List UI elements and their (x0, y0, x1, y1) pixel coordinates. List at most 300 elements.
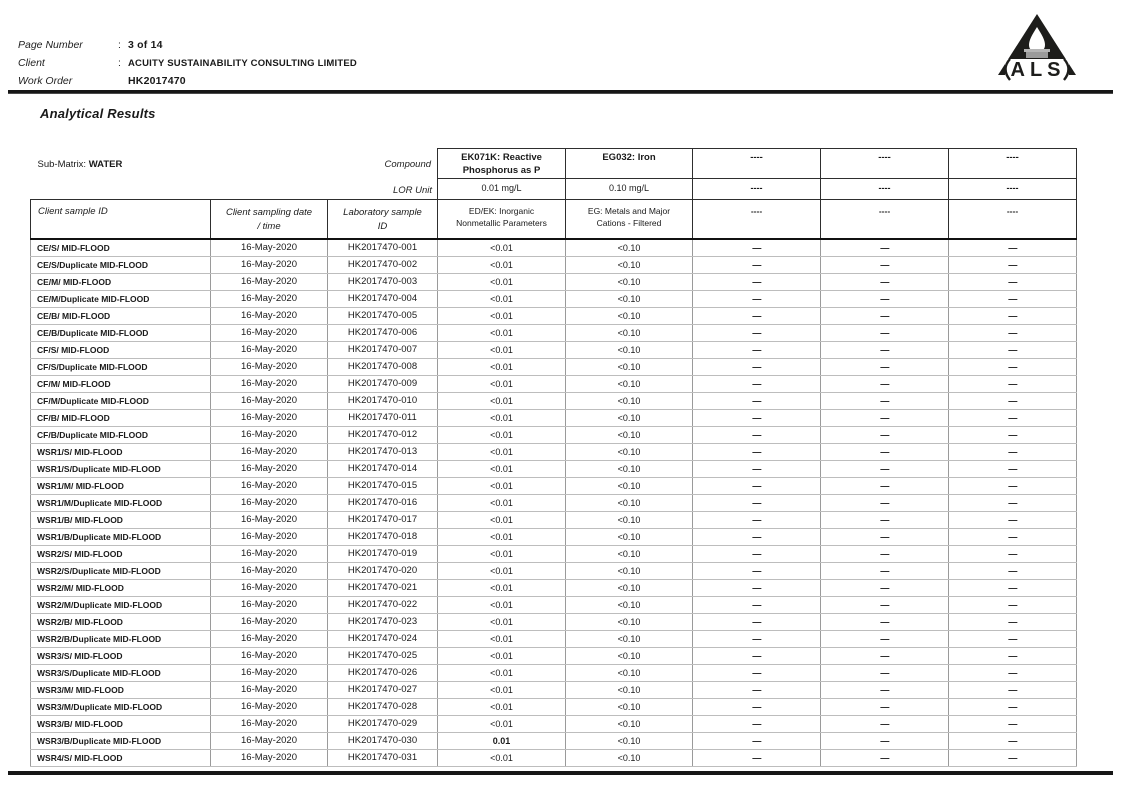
laboratory-sample-id: HK2017470-008 (328, 359, 438, 376)
laboratory-sample-id: HK2017470-027 (328, 682, 438, 699)
iron-value: <0.10 (566, 342, 693, 359)
lab-sample-id-header (328, 199, 438, 239)
header-divider-rule (8, 90, 1113, 94)
table-row (31, 495, 1077, 512)
client-sample-id: CE/S/Duplicate MID-FLOOD (31, 257, 211, 274)
laboratory-sample-id: HK2017470-017 (328, 512, 438, 529)
table-row (31, 665, 1077, 682)
client-sample-id: CF/S/Duplicate MID-FLOOD (31, 359, 211, 376)
client-sample-id: CE/M/Duplicate MID-FLOOD (31, 291, 211, 308)
empty-result-dash: — (693, 239, 821, 257)
sampling-date: 16-May-2020 (211, 478, 328, 495)
page-footer-rule (8, 771, 1113, 775)
empty-result-dash: — (949, 682, 1077, 699)
reactive-phosphorus-value: <0.01 (438, 239, 566, 257)
client-sample-id: WSR3/S/ MID-FLOOD (31, 648, 211, 665)
empty-result-dash: — (821, 444, 949, 461)
table-row (31, 478, 1077, 495)
empty-result-dash: — (821, 393, 949, 410)
sampling-date: 16-May-2020 (211, 325, 328, 342)
empty-result-dash: — (821, 461, 949, 478)
laboratory-sample-id: HK2017470-010 (328, 393, 438, 410)
iron-value: <0.10 (566, 631, 693, 648)
sampling-date: 16-May-2020 (211, 291, 328, 308)
reactive-phosphorus-value: <0.01 (438, 495, 566, 512)
empty-result-dash: — (693, 325, 821, 342)
reactive-phosphorus-value: <0.01 (438, 512, 566, 529)
reactive-phosphorus-value: <0.01 (438, 580, 566, 597)
sampling-date: 16-May-2020 (211, 359, 328, 376)
table-row (31, 750, 1077, 767)
empty-result-dash: — (821, 750, 949, 767)
laboratory-sample-id: HK2017470-030 (328, 733, 438, 750)
laboratory-sample-id: HK2017470-016 (328, 495, 438, 512)
empty-result-dash: — (693, 699, 821, 716)
page-number-value: 3 of 14 (128, 39, 163, 51)
sampling-date: 16-May-2020 (211, 580, 328, 597)
iron-value: <0.10 (566, 444, 693, 461)
sampling-date: 16-May-2020 (211, 529, 328, 546)
iron-value: <0.10 (566, 359, 693, 376)
empty-result-dash: — (821, 529, 949, 546)
laboratory-sample-id: HK2017470-031 (328, 750, 438, 767)
reactive-phosphorus-value: <0.01 (438, 716, 566, 733)
iron-value: <0.10 (566, 563, 693, 580)
reactive-phosphorus-value: <0.01 (438, 342, 566, 359)
table-row (31, 410, 1077, 427)
lor-unit-cell-empty: ---- (949, 179, 1077, 200)
sub-matrix-label: Sub-Matrix: (37, 159, 87, 170)
table-row (31, 529, 1077, 546)
client-sample-id: WSR4/S/ MID-FLOOD (31, 750, 211, 767)
empty-result-dash: — (821, 733, 949, 750)
empty-result-dash: — (693, 682, 821, 699)
table-row (31, 699, 1077, 716)
empty-result-dash: — (949, 546, 1077, 563)
compound-row-label: Compound (384, 159, 432, 170)
method-group-line: Nonmetallic Parameters (456, 218, 547, 228)
table-row (31, 359, 1077, 376)
sampling-date: 16-May-2020 (211, 274, 328, 291)
analyte-name-cell-empty: ---- (949, 149, 1077, 179)
client-sample-id: CF/M/Duplicate MID-FLOOD (31, 393, 211, 410)
empty-result-dash: — (949, 342, 1077, 359)
client-sample-id: WSR3/M/ MID-FLOOD (31, 682, 211, 699)
laboratory-sample-id: HK2017470-013 (328, 444, 438, 461)
client-sample-id: WSR2/M/ MID-FLOOD (31, 580, 211, 597)
sampling-date: 16-May-2020 (211, 376, 328, 393)
laboratory-sample-id: HK2017470-004 (328, 291, 438, 308)
empty-result-dash: — (821, 682, 949, 699)
laboratory-sample-id: HK2017470-007 (328, 342, 438, 359)
empty-result-dash: — (949, 427, 1077, 444)
iron-value: <0.10 (566, 529, 693, 546)
laboratory-sample-id: HK2017470-029 (328, 716, 438, 733)
empty-result-dash: — (821, 291, 949, 308)
table-row (31, 325, 1077, 342)
reactive-phosphorus-value: <0.01 (438, 308, 566, 325)
sampling-date: 16-May-2020 (211, 614, 328, 631)
laboratory-sample-id: HK2017470-012 (328, 427, 438, 444)
client-sample-id: CF/S/ MID-FLOOD (31, 342, 211, 359)
reactive-phosphorus-value: <0.01 (438, 427, 566, 444)
analyte-name-cell (566, 149, 693, 179)
iron-value: <0.10 (566, 699, 693, 716)
laboratory-sample-id: HK2017470-023 (328, 614, 438, 631)
reactive-phosphorus-value: <0.01 (438, 597, 566, 614)
client-sample-id: WSR2/S/Duplicate MID-FLOOD (31, 563, 211, 580)
sampling-date: 16-May-2020 (211, 631, 328, 648)
iron-value: <0.10 (566, 614, 693, 631)
empty-result-dash: — (949, 376, 1077, 393)
client-sample-id: CF/M/ MID-FLOOD (31, 376, 211, 393)
iron-value: <0.10 (566, 257, 693, 274)
empty-result-dash: — (949, 716, 1077, 733)
iron-value: <0.10 (566, 274, 693, 291)
sampling-date: 16-May-2020 (211, 546, 328, 563)
reactive-phosphorus-value: <0.01 (438, 376, 566, 393)
empty-result-dash: — (693, 546, 821, 563)
method-group-cell-empty: ---- (949, 199, 1077, 239)
page-number-label: Page Number (18, 39, 83, 51)
iron-value: <0.10 (566, 461, 693, 478)
empty-result-dash: — (821, 257, 949, 274)
empty-result-dash: — (693, 427, 821, 444)
empty-result-dash: — (949, 359, 1077, 376)
sampling-date: 16-May-2020 (211, 410, 328, 427)
sampling-date: 16-May-2020 (211, 239, 328, 257)
laboratory-sample-id: HK2017470-001 (328, 239, 438, 257)
table-row (31, 716, 1077, 733)
reactive-phosphorus-value: <0.01 (438, 631, 566, 648)
iron-value: <0.10 (566, 393, 693, 410)
reactive-phosphorus-value: <0.01 (438, 257, 566, 274)
method-group-line: EG: Metals and Major (587, 205, 671, 216)
empty-result-dash: — (693, 359, 821, 376)
empty-result-dash: — (693, 342, 821, 359)
sampling-date: 16-May-2020 (211, 495, 328, 512)
empty-result-dash: — (693, 478, 821, 495)
reactive-phosphorus-value: <0.01 (438, 750, 566, 767)
lor-unit-cell-empty: ---- (821, 179, 949, 200)
empty-result-dash: — (821, 546, 949, 563)
empty-result-dash: — (949, 648, 1077, 665)
table-row (31, 733, 1077, 750)
iron-value: <0.10 (566, 733, 693, 750)
empty-result-dash: — (949, 631, 1077, 648)
compound-header-row (31, 149, 1077, 179)
empty-result-dash: — (693, 393, 821, 410)
reactive-phosphorus-value: <0.01 (438, 648, 566, 665)
iron-value: <0.10 (566, 597, 693, 614)
iron-value: <0.10 (566, 750, 693, 767)
empty-result-dash: — (949, 478, 1077, 495)
page-header (18, 39, 357, 93)
empty-result-dash: — (821, 478, 949, 495)
empty-result-dash: — (821, 376, 949, 393)
colon: : (118, 39, 121, 51)
laboratory-sample-id: HK2017470-009 (328, 376, 438, 393)
client-sample-id: WSR3/S/Duplicate MID-FLOOD (31, 665, 211, 682)
lor-unit-cell: 0.01 mg/L (438, 179, 566, 200)
section-title: Analytical Results (40, 106, 156, 121)
empty-result-dash: — (693, 648, 821, 665)
table-row (31, 444, 1077, 461)
empty-result-dash: — (693, 750, 821, 767)
header-line: Client sampling date (225, 206, 313, 218)
header-line: Client sample ID (38, 205, 108, 217)
analyte-name-line: Phosphorus as P (462, 165, 541, 176)
sampling-date: 16-May-2020 (211, 682, 328, 699)
sub-matrix-text (38, 159, 123, 170)
laboratory-sample-id: HK2017470-003 (328, 274, 438, 291)
sampling-date: 16-May-2020 (211, 257, 328, 274)
table-row (31, 512, 1077, 529)
empty-result-dash: — (821, 563, 949, 580)
lor-unit-cell: 0.10 mg/L (566, 179, 693, 200)
lor-row-label: LOR Unit (392, 184, 433, 196)
header-line: ID (377, 220, 388, 232)
header-line: / time (257, 220, 281, 232)
empty-result-dash: — (821, 427, 949, 444)
iron-value: <0.10 (566, 648, 693, 665)
reactive-phosphorus-value: <0.01 (438, 563, 566, 580)
sampling-date: 16-May-2020 (211, 716, 328, 733)
empty-result-dash: — (693, 597, 821, 614)
table-row (31, 342, 1077, 359)
analyte-name-cell (438, 149, 566, 179)
sampling-date-header (211, 199, 328, 239)
empty-result-dash: — (693, 274, 821, 291)
empty-result-dash: — (821, 410, 949, 427)
table-row (31, 376, 1077, 393)
client-sample-id: WSR3/B/Duplicate MID-FLOOD (31, 733, 211, 750)
empty-result-dash: — (821, 239, 949, 257)
als-logo (993, 11, 1081, 87)
client-sample-id-header (31, 199, 211, 239)
lor-unit-row (31, 179, 1077, 200)
client-sample-id: WSR2/M/Duplicate MID-FLOOD (31, 597, 211, 614)
client-sample-id: CF/B/Duplicate MID-FLOOD (31, 427, 211, 444)
empty-result-dash: — (693, 410, 821, 427)
client-sample-id: CE/M/ MID-FLOOD (31, 274, 211, 291)
sampling-date: 16-May-2020 (211, 597, 328, 614)
reactive-phosphorus-value: <0.01 (438, 614, 566, 631)
analyte-name-line: EK071K: Reactive (461, 152, 542, 163)
work-order-label: Work Order (18, 75, 73, 87)
lor-unit-cell-empty: ---- (693, 179, 821, 200)
reactive-phosphorus-value: <0.01 (438, 274, 566, 291)
empty-result-dash: — (693, 614, 821, 631)
reactive-phosphorus-value: <0.01 (438, 478, 566, 495)
empty-result-dash: — (949, 750, 1077, 767)
client-sample-id: WSR3/M/Duplicate MID-FLOOD (31, 699, 211, 716)
reactive-phosphorus-value: <0.01 (438, 529, 566, 546)
empty-result-dash: — (821, 325, 949, 342)
sampling-date: 16-May-2020 (211, 342, 328, 359)
empty-result-dash: — (693, 444, 821, 461)
table-row (31, 546, 1077, 563)
laboratory-sample-id: HK2017470-005 (328, 308, 438, 325)
empty-result-dash: — (821, 580, 949, 597)
client-sample-id: CE/B/Duplicate MID-FLOOD (31, 325, 211, 342)
reactive-phosphorus-value: <0.01 (438, 444, 566, 461)
laboratory-sample-id: HK2017470-015 (328, 478, 438, 495)
client-sample-id: WSR1/M/Duplicate MID-FLOOD (31, 495, 211, 512)
method-group-line: ED/EK: Inorganic (468, 205, 535, 216)
client-sample-id: WSR1/S/ MID-FLOOD (31, 444, 211, 461)
empty-result-dash: — (949, 325, 1077, 342)
laboratory-sample-id: HK2017470-014 (328, 461, 438, 478)
empty-result-dash: — (693, 512, 821, 529)
laboratory-sample-id: HK2017470-026 (328, 665, 438, 682)
laboratory-sample-id: HK2017470-021 (328, 580, 438, 597)
client-sample-id: WSR2/S/ MID-FLOOD (31, 546, 211, 563)
analyte-name-cell-empty: ---- (821, 149, 949, 179)
iron-value: <0.10 (566, 478, 693, 495)
client-sample-id: CF/B/ MID-FLOOD (31, 410, 211, 427)
table-row (31, 239, 1077, 257)
laboratory-sample-id: HK2017470-002 (328, 257, 438, 274)
empty-result-dash: — (949, 291, 1077, 308)
header-row-page-number (18, 39, 357, 57)
empty-result-dash: — (693, 495, 821, 512)
table-row (31, 682, 1077, 699)
sampling-date: 16-May-2020 (211, 461, 328, 478)
reactive-phosphorus-value: <0.01 (438, 325, 566, 342)
table-row (31, 648, 1077, 665)
laboratory-sample-id: HK2017470-022 (328, 597, 438, 614)
iron-value: <0.10 (566, 512, 693, 529)
laboratory-sample-id: HK2017470-011 (328, 410, 438, 427)
reactive-phosphorus-value: <0.01 (438, 393, 566, 410)
table-row (31, 614, 1077, 631)
laboratory-sample-id: HK2017470-020 (328, 563, 438, 580)
laboratory-sample-id: HK2017470-019 (328, 546, 438, 563)
table-row (31, 427, 1077, 444)
work-order-value: HK2017470 (128, 75, 186, 87)
svg-text:ALS: ALS (1010, 59, 1066, 81)
method-group-cell-empty: ---- (821, 199, 949, 239)
reactive-phosphorus-value: <0.01 (438, 682, 566, 699)
empty-result-dash: — (693, 733, 821, 750)
laboratory-sample-id: HK2017470-028 (328, 699, 438, 716)
iron-value: <0.10 (566, 410, 693, 427)
method-group-cell-empty: ---- (693, 199, 821, 239)
reactive-phosphorus-value: <0.01 (438, 359, 566, 376)
reactive-phosphorus-value: <0.01 (438, 461, 566, 478)
sampling-date: 16-May-2020 (211, 444, 328, 461)
header-line: Laboratory sample (343, 206, 422, 218)
empty-result-dash: — (821, 274, 949, 291)
laboratory-sample-id: HK2017470-025 (328, 648, 438, 665)
results-table (30, 148, 1076, 767)
empty-result-dash: — (949, 512, 1077, 529)
sampling-date: 16-May-2020 (211, 750, 328, 767)
reactive-phosphorus-value: 0.01 (438, 733, 566, 750)
reactive-phosphorus-value: <0.01 (438, 410, 566, 427)
client-sample-id: WSR1/S/Duplicate MID-FLOOD (31, 461, 211, 478)
method-group-line: Cations - Filtered (596, 218, 662, 228)
client-value: ACUITY SUSTAINABILITY CONSULTING LIMITED (128, 58, 357, 69)
analyte-name-cell-empty: ---- (693, 149, 821, 179)
table-row (31, 461, 1077, 478)
sampling-date: 16-May-2020 (211, 512, 328, 529)
reactive-phosphorus-value: <0.01 (438, 665, 566, 682)
table-row (31, 308, 1077, 325)
empty-result-dash: — (949, 495, 1077, 512)
iron-value: <0.10 (566, 716, 693, 733)
empty-result-dash: — (693, 716, 821, 733)
empty-result-dash: — (949, 274, 1077, 291)
empty-result-dash: — (821, 512, 949, 529)
empty-result-dash: — (693, 376, 821, 393)
empty-result-dash: — (949, 699, 1077, 716)
sampling-date: 16-May-2020 (211, 665, 328, 682)
empty-result-dash: — (949, 257, 1077, 274)
als-logo-icon (993, 11, 1081, 87)
iron-value: <0.10 (566, 376, 693, 393)
table-row (31, 580, 1077, 597)
table-row (31, 597, 1077, 614)
iron-value: <0.10 (566, 239, 693, 257)
empty-result-dash: — (949, 410, 1077, 427)
table-row (31, 274, 1077, 291)
client-sample-id: WSR1/M/ MID-FLOOD (31, 478, 211, 495)
client-sample-id: WSR2/B/Duplicate MID-FLOOD (31, 631, 211, 648)
column-header-row (31, 199, 1077, 239)
laboratory-sample-id: HK2017470-006 (328, 325, 438, 342)
empty-result-dash: — (949, 597, 1077, 614)
sub-matrix-cell (31, 149, 438, 179)
empty-result-dash: — (821, 597, 949, 614)
empty-result-dash: — (821, 614, 949, 631)
client-sample-id: WSR1/B/ MID-FLOOD (31, 512, 211, 529)
client-label: Client (18, 57, 45, 69)
iron-value: <0.10 (566, 495, 693, 512)
empty-result-dash: — (949, 529, 1077, 546)
analyte-name-line: EG032: Iron (602, 152, 656, 163)
empty-result-dash: — (821, 359, 949, 376)
empty-result-dash: — (949, 614, 1077, 631)
sampling-date: 16-May-2020 (211, 563, 328, 580)
iron-value: <0.10 (566, 682, 693, 699)
empty-result-dash: — (821, 648, 949, 665)
empty-result-dash: — (949, 308, 1077, 325)
reactive-phosphorus-value: <0.01 (438, 699, 566, 716)
iron-value: <0.10 (566, 291, 693, 308)
sampling-date: 16-May-2020 (211, 733, 328, 750)
laboratory-sample-id: HK2017470-018 (328, 529, 438, 546)
empty-result-dash: — (949, 733, 1077, 750)
client-sample-id: WSR2/B/ MID-FLOOD (31, 614, 211, 631)
empty-result-dash: — (821, 308, 949, 325)
empty-result-dash: — (693, 529, 821, 546)
laboratory-sample-id: HK2017470-024 (328, 631, 438, 648)
sampling-date: 16-May-2020 (211, 427, 328, 444)
table-row (31, 393, 1077, 410)
empty-result-dash: — (821, 342, 949, 359)
empty-result-dash: — (821, 665, 949, 682)
iron-value: <0.10 (566, 580, 693, 597)
table-row (31, 291, 1077, 308)
iron-value: <0.10 (566, 325, 693, 342)
iron-value: <0.10 (566, 427, 693, 444)
iron-value: <0.10 (566, 308, 693, 325)
empty-result-dash: — (693, 461, 821, 478)
sampling-date: 16-May-2020 (211, 393, 328, 410)
client-sample-id: WSR3/B/ MID-FLOOD (31, 716, 211, 733)
